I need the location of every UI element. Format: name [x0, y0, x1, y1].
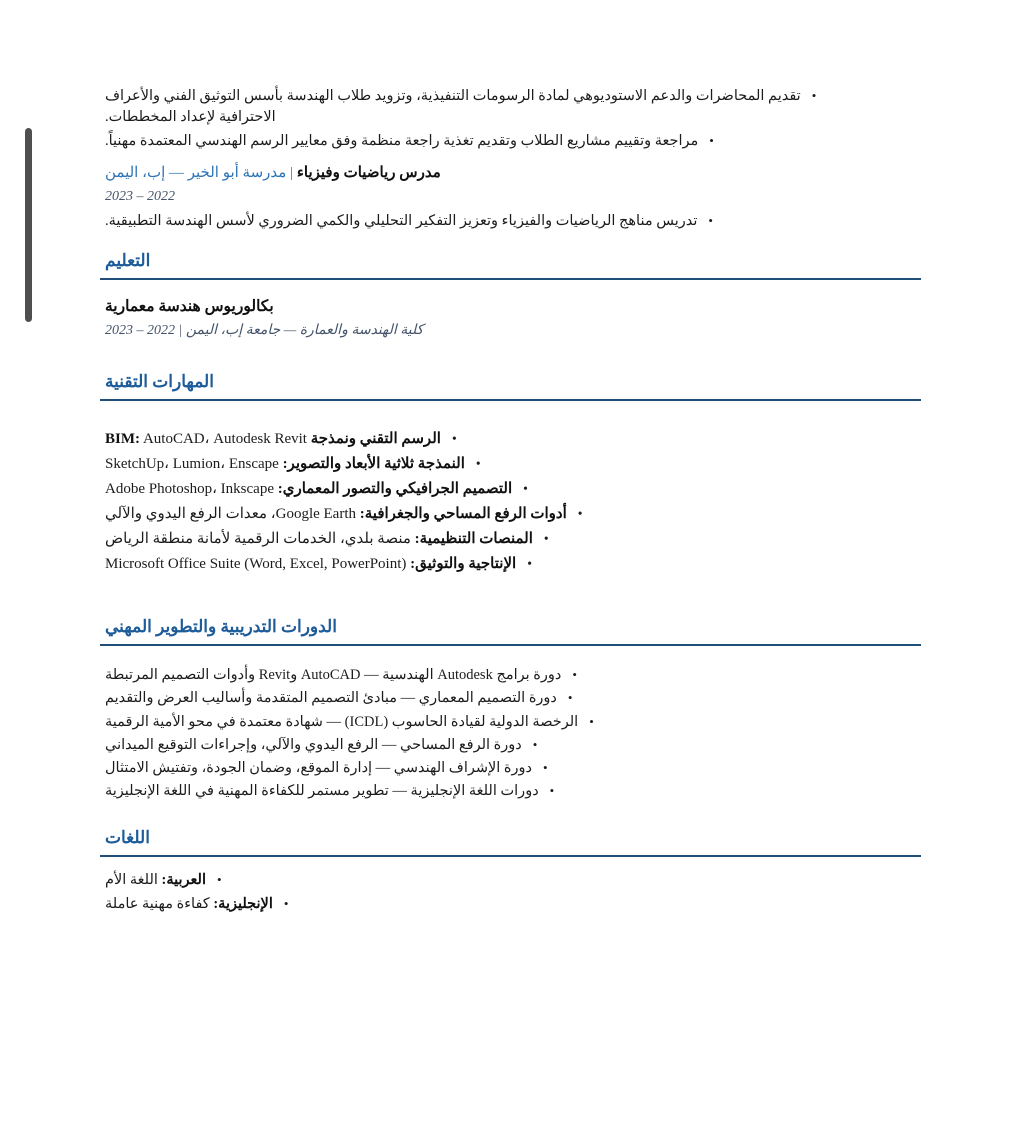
skills-list [105, 427, 921, 576]
education-date: 2022 – 2023 [105, 322, 175, 338]
skill-label: الرسم التقني ونمذجة BIM: [105, 431, 441, 448]
bullet-icon: • [549, 783, 555, 799]
course-item [105, 780, 863, 803]
language-item [105, 894, 863, 915]
bullet-icon: • [451, 431, 457, 447]
skill-item [105, 477, 863, 501]
course-text: دورة التصميم المعماري — مبادئ التصميم المتقدمة وأساليب العرض والتقديم [105, 690, 557, 707]
bullet-icon: • [572, 667, 577, 683]
bullet-icon: • [543, 531, 549, 547]
course-item [105, 664, 863, 687]
job-header [105, 162, 921, 185]
bullet-icon: • [542, 759, 548, 775]
section-heading-courses: الدورات التدريبية والتطوير المهني [105, 617, 337, 637]
bullet-icon: • [527, 556, 532, 572]
language-value: كفاءة مهنية عاملة [105, 896, 210, 913]
section-heading-languages: اللغات [105, 828, 150, 848]
language-value: اللغة الأم [105, 872, 158, 889]
bullet-icon: • [283, 896, 289, 912]
section-education [105, 250, 921, 341]
skill-value: Microsoft Office Suite (Word, Excel, PowerPoint) [105, 556, 407, 573]
courses-list [105, 664, 921, 803]
skill-label: التصميم الجرافيكي والتصور المعماري: [277, 481, 513, 498]
language-label: الإنجليزية: [213, 896, 273, 913]
course-item [105, 711, 863, 734]
language-label: العربية: [161, 872, 207, 889]
bullet-text: مراجعة وتقييم مشاريع الطلاب وتقديم تغذية راجعة منظمة وفق معايير الرسم الهندسي المعتمدة مهنياً. [105, 133, 699, 150]
bullet-text: تقديم المحاضرات والدعم الاستوديوهي لمادة الرسومات التنفيذية، وتزويد طلاب الهندسة بأسس التوثيق الفني والأعراف الاحترافية لإعداد المخططات. [105, 88, 801, 126]
section-languages [105, 827, 921, 915]
bullet-icon: • [589, 713, 594, 729]
section-divider [100, 399, 921, 401]
section-courses [105, 616, 921, 803]
skill-value: SketchUp، Lumion، Enscape [105, 456, 279, 473]
bullet-item [105, 131, 863, 152]
degree-title: بكالوريوس هندسة معمارية [105, 297, 274, 315]
education-separator: | [178, 322, 183, 338]
bullet-item [105, 86, 863, 128]
bullet-icon: • [708, 212, 713, 228]
skill-label: المنصات التنظيمية: [414, 531, 533, 548]
language-item [105, 870, 863, 891]
experience-bullet-list [105, 86, 921, 152]
skill-value: AutoCAD، Autodesk Revit [142, 431, 307, 448]
skill-item [105, 502, 863, 526]
bullet-icon: • [709, 133, 714, 149]
bullet-icon: • [811, 88, 817, 103]
course-text: دورات اللغة الإنجليزية — تطوير مستمر للكفاءة المهنية في اللغة الإنجليزية [105, 783, 539, 800]
bullet-icon: • [475, 456, 481, 472]
skill-value: Adobe Photoshop، Inkscape [105, 481, 274, 498]
bullet-icon: • [523, 481, 528, 497]
section-divider [100, 855, 921, 857]
skill-item [105, 452, 863, 476]
course-text: دورة برامج Autodesk الهندسية — AutoCAD وRevit وأدوات التصميم المرتبطة [105, 667, 562, 684]
skill-item [105, 552, 863, 576]
scrollbar-thumb[interactable] [25, 128, 32, 322]
bullet-icon: • [577, 506, 583, 522]
job-separator: | [290, 165, 294, 182]
course-text: الرخصة الدولية لقيادة الحاسوب (ICDL) — شهادة معتمدة في محو الأمية الرقمية [105, 713, 579, 730]
resume-content [105, 86, 921, 918]
bullet-text: تدريس مناهج الرياضيات والفيزياء وتعزيز التفكير التحليلي والكمي الضروري لأسس الهندسة التطبيقية. [105, 212, 698, 229]
languages-list [105, 870, 921, 915]
bullet-icon: • [217, 872, 222, 888]
section-divider [100, 278, 921, 280]
skill-label: النمذجة ثلاثية الأبعاد والتصوير: [282, 456, 465, 473]
job-date: 2022 – 2023 [105, 188, 175, 204]
skill-label: أدوات الرفع المساحي والجغرافية: [359, 506, 567, 523]
section-skills [105, 371, 921, 576]
skill-item [105, 427, 863, 451]
job-organization: مدرسة أبو الخير — إب، اليمن [105, 165, 287, 182]
course-item [105, 687, 863, 710]
job-bullet-list [105, 211, 921, 232]
section-heading-education: التعليم [105, 250, 151, 270]
bullet-icon: • [532, 736, 538, 752]
skill-label: الإنتاجية والتوثيق: [410, 556, 517, 573]
education-details-line [105, 321, 921, 341]
course-item [105, 757, 863, 780]
skill-value: Google Earth، معدات الرفع اليدوي والآلي [105, 506, 356, 523]
section-heading-skills: المهارات التقنية [105, 371, 214, 391]
course-item [105, 734, 863, 757]
bullet-icon: • [567, 690, 573, 706]
section-divider [100, 644, 921, 646]
education-institution: كلية الهندسة والعمارة — جامعة إب، اليمن [185, 322, 424, 338]
skill-value: منصة بلدي، الخدمات الرقمية لأمانة منطقة الرياض [105, 531, 411, 548]
bullet-item [105, 211, 863, 232]
course-text: دورة الرفع المساحي — الرفع اليدوي والآلي، وإجراءات التوقيع الميداني [105, 736, 522, 753]
job-title: مدرس رياضيات وفيزياء [296, 165, 441, 182]
skill-item [105, 527, 863, 551]
course-text: دورة الإشراف الهندسي — إدارة الموقع، وضمان الجودة، وتفتيش الامتثال [105, 759, 532, 776]
